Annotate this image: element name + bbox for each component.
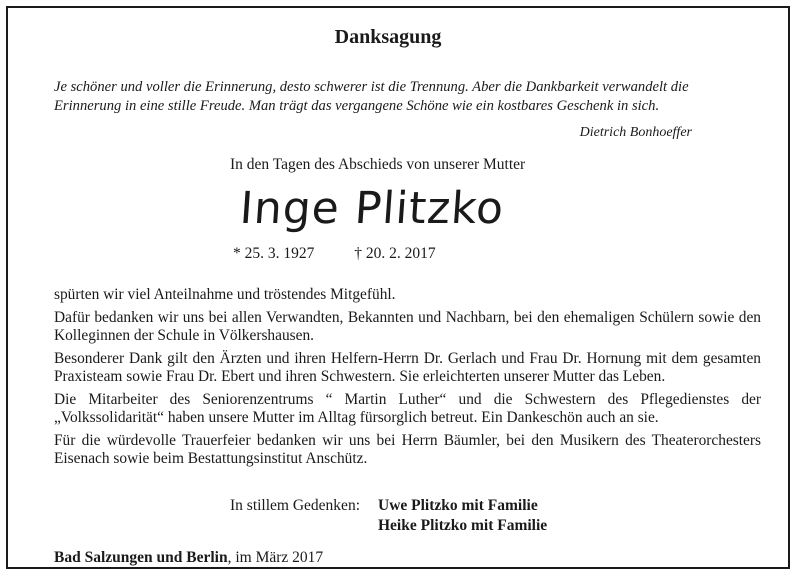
quote-text: Je schöner und voller die Erinnerung, desto schwerer ist die Trennung. Aber die Dankbarkeit verwandelt die Erinnerung in eine stille Freude. Man trägt das vergangene Schöne wie ein kostbares Geschenk in sich. xyxy=(54,79,689,114)
paragraph: spürten wir viel Anteilnahme und tröstendes Mitgefühl. xyxy=(54,286,396,303)
place-date-line xyxy=(54,549,323,567)
life-dates xyxy=(233,245,436,263)
signer-name: Uwe Plitzko mit Familie xyxy=(378,497,538,514)
signature-label: In stillem Gedenken: xyxy=(230,497,360,514)
deceased-name: Inge Plitzko xyxy=(238,183,506,234)
signature-names xyxy=(378,496,547,536)
signer-name: Heike Plitzko mit Familie xyxy=(378,517,548,534)
signature-block xyxy=(230,496,547,536)
paragraph: Die Mitarbeiter des Seniorenzentrums “ Martin Luther“ und die Schwestern des Pflegedienstes der „Volkssolidarität“ haben unsere Mutter im Alltag fürsorglich betreut. Ein Dankeschön auch an sie. xyxy=(54,391,761,426)
quote-author: Dietrich Bonhoeffer xyxy=(579,125,692,140)
date: , im März 2017 xyxy=(227,549,324,566)
paragraph: Besonderer Dank gilt den Ärzten und ihren Helfern-Herrn Dr. Gerlach und Frau Dr. Hornung mit dem gesamten Praxisteam sowie Frau Dr. Ebert und ihren Schwestern. Sie erleichterten unserer Mutter das Leben. xyxy=(54,350,761,385)
notice-frame xyxy=(6,6,790,569)
death-date: † 20. 2. 2017 xyxy=(354,245,436,262)
paragraph: Für die würdevolle Trauerfeier bedanken wir uns bei Herrn Bäumler, bei den Musikern des Theaterorchesters Eisenach sowie beim Bestattungsinstitut Anschütz. xyxy=(54,432,761,467)
intro-line: In den Tagen des Abschieds von unserer Mutter xyxy=(230,156,526,173)
paragraph: Dafür bedanken wir uns bei allen Verwandten, Bekannten und Nachbarn, bei den ehemaligen Schülern sowie den Kolleginnen der Schule in Völkershausen. xyxy=(54,309,761,344)
notice-title: Danksagung xyxy=(334,26,442,48)
birth-date: * 25. 3. 1927 xyxy=(233,245,315,262)
place: Bad Salzungen und Berlin xyxy=(54,549,228,566)
message-body xyxy=(54,286,761,473)
